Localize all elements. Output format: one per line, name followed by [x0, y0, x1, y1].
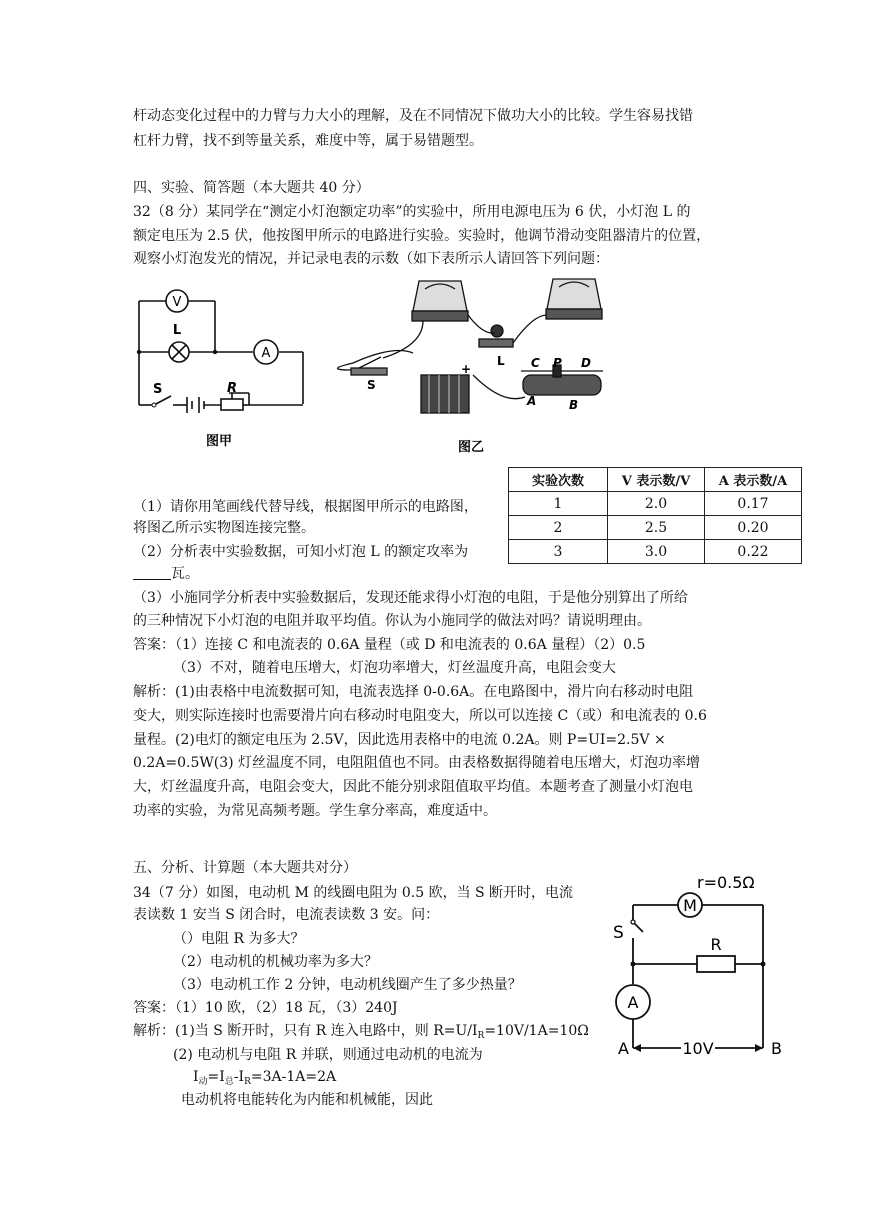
svg-text:S: S [367, 378, 376, 392]
data-table [508, 467, 802, 564]
answer-blank [133, 565, 171, 580]
svg-text:C: C [531, 356, 540, 370]
table-cell: 0.22 [705, 540, 802, 564]
section-title: 四、实验、简答题（本大题共 40 分） [133, 180, 370, 196]
table-cell: 3.0 [608, 540, 705, 564]
explanation-line: 电动机将电能转化为内能和机械能，因此 [181, 1092, 433, 1108]
svg-text:+: + [461, 362, 472, 376]
explanation-line: (2) 电动机与电阻 R 并联，则通过电动机的电流为 [173, 1047, 483, 1063]
answer-line: （3）不对，随着电压增大，灯泡功率增大，灯丝温度升高，电阻会变大 [173, 660, 616, 676]
svg-text:r=0.5Ω: r=0.5Ω [697, 873, 755, 892]
answer-line: 答案：（1）连接 C 和电流表的 0.6A 量程（或 D 和电流表的 0.6A 量程）（2）0.5 [133, 637, 646, 653]
svg-text:V: V [172, 295, 182, 310]
svg-text:L: L [497, 354, 505, 368]
table-cell: 2 [509, 516, 608, 540]
answer-line: 答案：（1）10 欧，（2）18 瓦，（3）240J [133, 1000, 398, 1016]
table-header: 实验次数 [509, 468, 608, 492]
svg-text:B: B [771, 1039, 782, 1058]
paragraph-line: 杆动态变化过程中的力臂与力大小的理解，及在不同情况下做功大小的比较。学生容易找错 [133, 108, 693, 124]
svg-text:B: B [569, 398, 579, 412]
table-cell: 2.0 [608, 492, 705, 516]
svg-text:A: A [527, 394, 537, 408]
svg-text:S: S [613, 923, 624, 943]
question-part: （3）小施同学分析表中实验数据后，发现还能求得小灯泡的电阻，于是他分别算出了所给 [133, 590, 688, 606]
explanation-line: 量程。(2)电灯的额定电压为 2.5V，因此选用表格中的电流 0.2A。则 P=UI=2.5V × [133, 732, 666, 748]
question-part: （3）电动机工作 2 分钟，电动机线圈产生了多少热量？ [173, 977, 522, 993]
svg-text:图乙: 图乙 [457, 440, 485, 455]
svg-text:P: P [553, 356, 562, 370]
question-line: 额定电压为 2.5 伏，他按图甲所示的电路进行实验。实验时，他调节滑动变阻器清片的位置， [133, 228, 711, 244]
question-line: 观察小灯泡发光的情况，并记录电表的示数（如下表所示人请回答下列问题： [133, 251, 609, 267]
svg-text:R: R [710, 935, 722, 954]
table-header: A 表示数/A [705, 468, 802, 492]
question-part: （）电阻 R 为多大？ [173, 931, 305, 947]
table-header: V 表示数/V [608, 468, 705, 492]
svg-text:D: D [581, 356, 591, 370]
table-cell: 3 [509, 540, 608, 564]
svg-text:图甲: 图甲 [205, 434, 233, 449]
paragraph-line: 杠杆力臂，找不到等量关系，难度中等，属于易错题型。 [133, 133, 483, 149]
question-part: （1）请你用笔画线代替导线，根据图甲所示的电路图， [133, 499, 478, 515]
question-line: 32（8 分）某同学在“测定小灯泡额定功率”的实验中，所用电源电压为 6 伏，小灯泡 L 的 [133, 204, 691, 220]
section-title: 五、分析、计算题（本大题共对分） [133, 860, 357, 876]
svg-text:M: M [683, 896, 697, 915]
circuit-figure-2 [605, 868, 795, 1068]
question-line: 34（7 分）如图，电动机 M 的线圈电阻为 0.5 欧，当 S 断开时，电流 [133, 885, 574, 901]
svg-text:R: R [227, 381, 238, 396]
explanation-line: 解析：(1)当 S 断开时，只有 R 连入电路中，则 $R=U/I_R=10V/1A=10\Omega$ [133, 1023, 589, 1041]
table-header-row [509, 468, 802, 492]
explanation-line: 0.2A=0.5W(3) 灯丝温度不同，电阻阻值也不同。由表格数据得随着电压增大，灯泡功率增 [133, 755, 701, 771]
explanation-line: 大，灯丝温度升高，电阻会变大，因此不能分别求阻值取平均值。本题考查了测量小灯泡电 [133, 779, 693, 795]
question-part: 的三种情况下小灯泡的电阻并取平均值。你认为小施同学的做法对吗？请说明理由。 [133, 613, 651, 629]
explanation-line: 功率的实验，为常见高频考题。学生拿分率高，难度适中。 [133, 803, 497, 819]
explanation-line: 解析：(1)由表格中电流数据可知，电流表选择 0-0.6A。在电路图中，滑片向右移动时电阻 [133, 684, 694, 700]
table-cell: 0.20 [705, 516, 802, 540]
question-part: （2）电动机的机械功率为多大？ [173, 954, 378, 970]
svg-text:10V: 10V [682, 1039, 714, 1058]
svg-text:A: A [627, 993, 639, 1012]
explanation-line: 变大，则实际连接时也需要滑片向右移动时电阻变大，所以可以连接 C（或）和电流表的 0.6 [133, 708, 707, 724]
table-cell: 0.17 [705, 492, 802, 516]
svg-text:A: A [261, 346, 271, 361]
table-cell: 1 [509, 492, 608, 516]
svg-text:L: L [172, 323, 182, 338]
table-row [509, 492, 802, 516]
question-part: 将图乙所示实物图连接完整。 [133, 520, 315, 536]
table-row [509, 540, 802, 564]
circuit-figure-1 [133, 275, 613, 455]
table-row [509, 516, 802, 540]
svg-text:A: A [618, 1039, 629, 1058]
question-part: （2）分析表中实验数据，可知小灯泡 L 的额定攻率为 [133, 544, 469, 560]
question-line: 表读数 1 安当 S 闭合时，电流表读数 3 安。问： [133, 907, 440, 923]
formula-line: $I_动=I_总-I_R=3A-1A=2A$ [193, 1069, 337, 1087]
question-part: 瓦。 [133, 564, 199, 584]
svg-text:S: S [153, 382, 163, 397]
table-cell: 2.5 [608, 516, 705, 540]
